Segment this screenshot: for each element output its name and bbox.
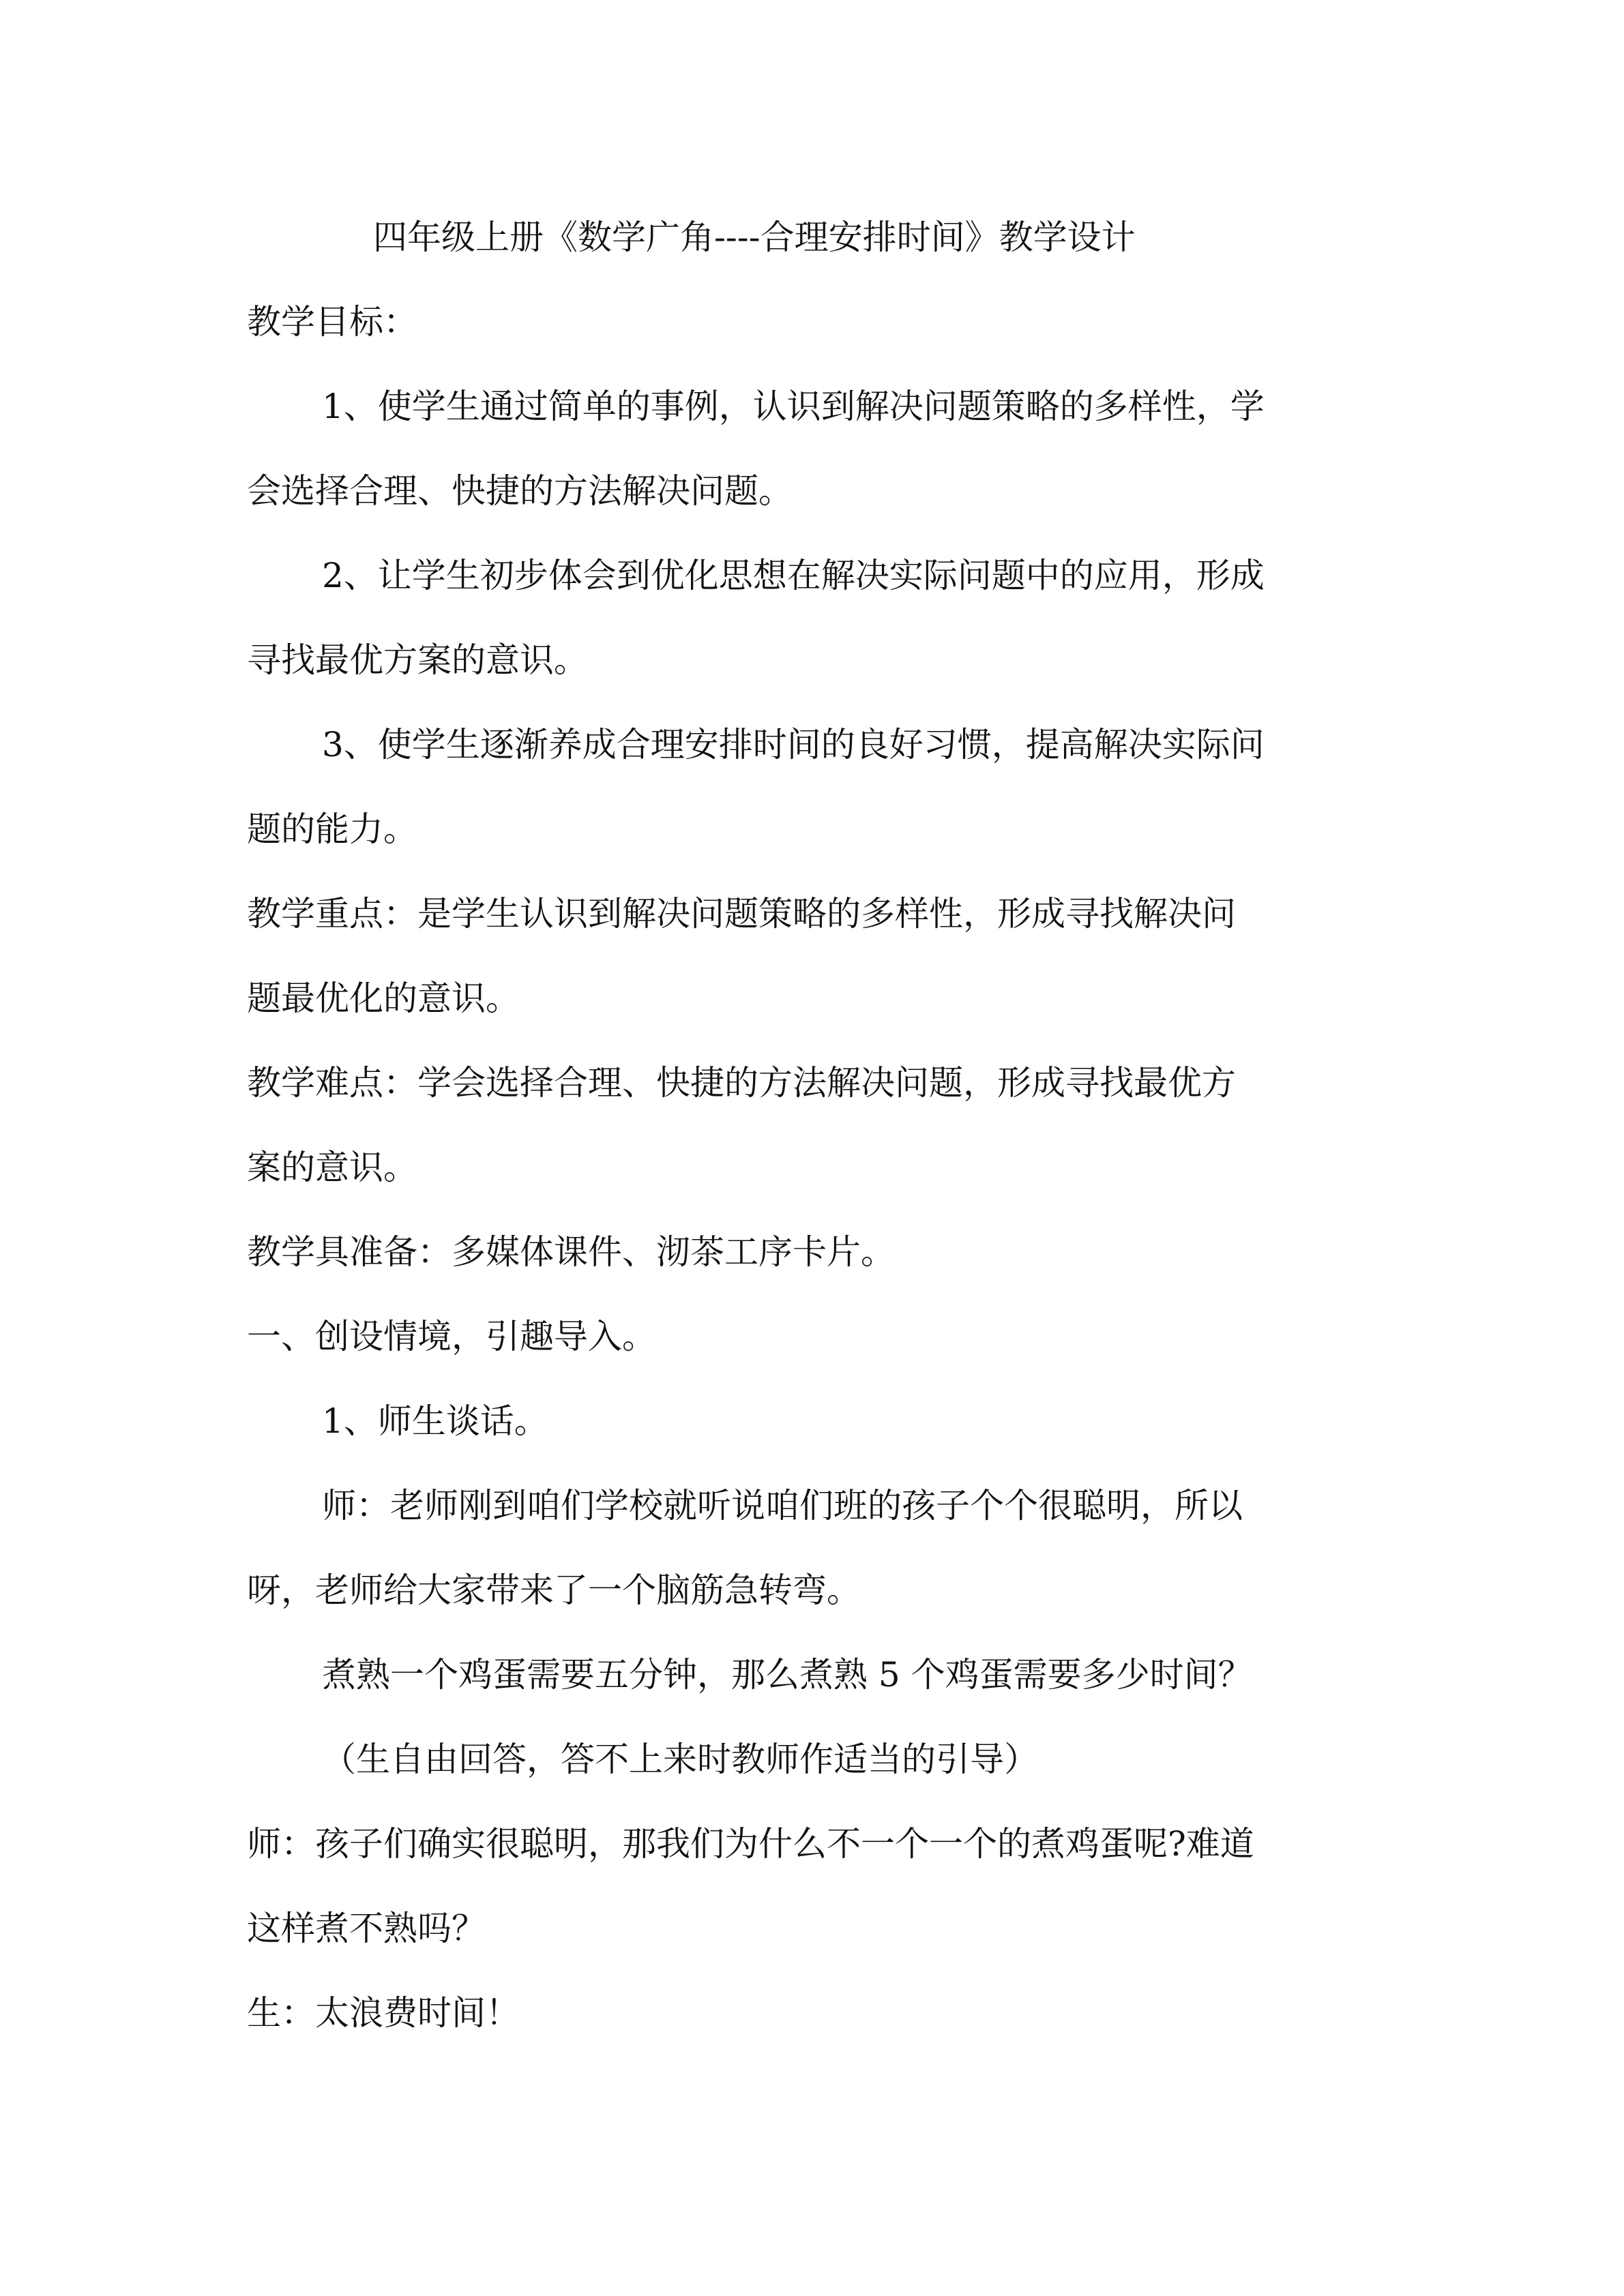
paragraph-line: 寻找最优方案的意识。	[247, 640, 588, 680]
section-heading-materials: 教学具准备：多媒体课件、沏茶工序卡片。	[247, 1232, 895, 1272]
paragraph-line: 呀，老师给大家带来了一个脑筋急转弯。	[247, 1570, 861, 1610]
document-title: 四年级上册《数学广角----合理安排时间》教学设计	[373, 218, 1136, 257]
section-heading-key-points: 教学重点：是学生认识到解决问题策略的多样性，形成寻找解决问	[247, 894, 1236, 934]
paragraph-line: 师：孩子们确实很聪明，那我们为什么不一个一个的煮鸡蛋呢?难道	[247, 1824, 1254, 1864]
paragraph-line: 师：老师刚到咱们学校就听说咱们班的孩子个个很聪明，所以	[322, 1486, 1243, 1525]
paragraph-line: 案的意识。	[247, 1148, 417, 1187]
section-heading-objectives: 教学目标：	[247, 302, 417, 342]
document-body	[247, 207, 1379, 2068]
paragraph-line: 生：太浪费时间！	[247, 1993, 520, 2033]
paragraph-line: 题最优化的意识。	[247, 979, 520, 1018]
paragraph-line: 这样煮不熟吗？	[247, 1909, 486, 1948]
paragraph-line: （生自由回答，答不上来时教师作适当的引导）	[322, 1740, 1038, 1779]
paragraph-line: 2、让学生初步体会到优化思想在解决实际问题中的应用，形成	[322, 556, 1265, 595]
paragraph-line: 会选择合理、快捷的方法解决问题。	[247, 471, 793, 511]
section-heading-difficulties: 教学难点：学会选择合理、快捷的方法解决问题，形成寻找最优方	[247, 1063, 1236, 1103]
paragraph-line: 题的能力。	[247, 809, 417, 849]
section-heading-part-one: 一、创设情境，引趣导入。	[247, 1317, 656, 1356]
paragraph-line: 煮熟一个鸡蛋需要五分钟，那么煮熟 5 个鸡蛋需要多少时间？	[322, 1655, 1252, 1695]
paragraph-line: 1、师生谈话。	[322, 1401, 548, 1441]
paragraph-line: 3、使学生逐渐养成合理安排时间的良好习惯，提高解决实际问	[322, 725, 1265, 764]
paragraph-line: 1、使学生通过简单的事例，认识到解决问题策略的多样性，学	[322, 387, 1265, 426]
